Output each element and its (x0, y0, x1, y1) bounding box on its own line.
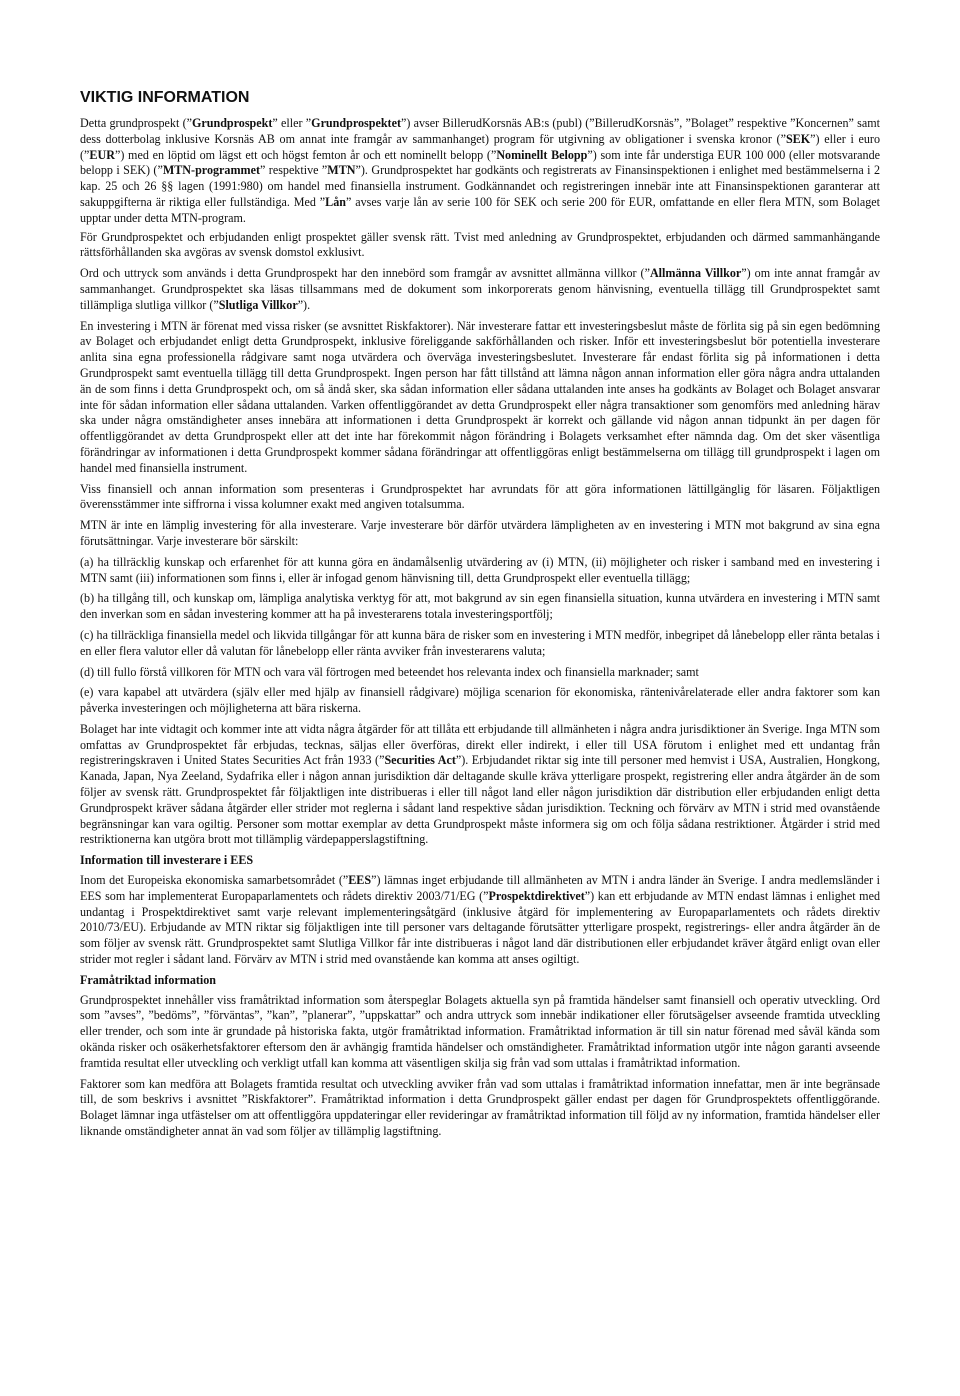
ees-text: Inom det Europeiska ekonomiska samarbetsområdet (” (80, 873, 349, 888)
defined-term: EES (348, 873, 372, 888)
intro-text: ”) som inte får understiga EUR 100 000 (eller motsvarande belopp i SEK) (” (80, 147, 880, 178)
intro-text: ”) eller i euro (” (80, 131, 880, 162)
forward-looking-paragraph: Faktorer som kan medföra att Bolagets framtida resultat och utveckling avviker från vad som uttalas i framåtriktad information innefattar, men är inte begränsade till, de som beskrivs i avsnittet ”Riskfaktorer”. Framåtriktad information i detta Grundprospekt gäller endast per dagen för Grundprospektets offentliggörande. Bolaget lämnar inga utfästelser om att offentliggöra uppdateringar eller revideringar av framåtriktad information till följd av ny information, framtida händelser eller liknande omständigheter annat än vad som följer av tillämplig lagstiftning. (80, 1076, 880, 1139)
intro-text: ”) med en löptid om lägst ett och högst femton år och ett nominellt belopp (” (114, 147, 497, 162)
defined-term: Grundprospektet (311, 116, 401, 130)
list-item: (a) ha tillräcklig kunskap och erfarenhet för att kunna göra en ändamålsenlig utvärdering av (i) MTN, (ii) möjligheter och risker i samband med en investering i MTN samt (iii) informationen som finns i, eller är infogad genom hänvisning till, detta Grundprospekt eller eventuella tillägg; (80, 554, 880, 585)
ees-paragraph (80, 873, 880, 968)
intro-text: ”). Grundprospektet har godkänts och registrerats av Finansinspektionen i enlighet med bestämmelserna i 2 kap. 25 och 26 §§ lagen (1991:980) om handel med finansiella instrument. Godkännandet och registreringen innebär inte att Finansinspektionen garanterar att sakuppgifterna är riktiga eller fullständiga. Med ” (80, 163, 880, 209)
suitability-paragraph: MTN är inte en lämplig investering för alla investerare. Varje investerare bör därför utvärdera lämpligheten av en investering i MTN mot bakgrund av sina egna förutsättningar. Varje investerare bör särskilt: (80, 518, 880, 548)
intro-text: ” eller ” (272, 116, 312, 130)
intro-paragraph (80, 116, 880, 227)
forward-looking-paragraph: Grundprospektet innehåller viss framåtriktad information som återspeglar Bolagets aktuella syn på framtida händelser samt finansiell och operativ utveckling. Ord som ”avses”, ”bedöms”, ”förväntas”, ”kan”, ”planerar”, ”uppskattar” och andra uttryck som innebär indikationer eller förutsägelser avseende framtida utveckling eller trender, och som inte är grundade på historiska fakta, utgör framåtriktad information. Framåtriktad information är till sin natur förenad med såväl kända som okända risker och osäkerhetsfaktorer eftersom den är avhängig framtida händelser och omständigheter. Framåtriktad information utgör inte någon garanti avseende framtida resultat eller utveckling och verkligt utfall kan komma att väsentligen skilja sig från vad som uttalas i framåtriktad information. (80, 992, 880, 1070)
page-title: VIKTIG INFORMATION (80, 89, 250, 106)
terms-text: Ord och uttryck som används i detta Grundprospekt har den innebörd som framgår av avsnittet allmänna villkor (” (80, 266, 650, 281)
terms-paragraph (80, 266, 880, 313)
jurisdiction-text: ”). Erbjudandet riktar sig inte till personer med hemvist i USA, Australien, Hongkong, Kanada, Japan, Nya Zeeland, Sydafrika eller i någon annan jurisdiktion där deltagande skulle kräva ytterligare prospekt, registrering eller andra åtgärder än de som följer av svensk rätt. Grundprospektet får följaktligen inte distribueras i eller till något land eller någon jurisdiktion där distribution eller erbjudanden enligt detta Grundprospekt kräver sådana åtgärder eller strider mot reglerna i sådant land respektive sådan jurisdiktion. Teckning och förvärv av MTN i strid med ovanstående begränsningar kan vara ogiltig. Personer som mottar exemplar av detta Grundprospekt måste informera sig om och följa sådana restriktioner. Åtgärder i strid med restriktionerna kan utgöra brott mot tillämplig värdepapperslagstiftning. (80, 753, 880, 847)
risk-paragraph: En investering i MTN är förenat med vissa risker (se avsnittet Riskfaktorer). När investerare fattar ett investeringsbeslut måste de förlita sig på sin egen bedömning av Bolaget och erbjudandet enligt detta Grundprospekt, inklusive föreliggande sakförhållanden och risker. Inför ett investeringsbeslut bör potentiella investerare anlita sina egna professionella rådgivare samt noga utvärdera och överväga investeringsbeslutet. Investerare får endast förlita sig på informationen i detta Grundprospekt samt eventuella tillägg till detta Grundprospekt. Ingen person har fått tillstånd att lämna någon annan information eller göra några andra uttalanden än de som finns i detta Grundprospekt och, om så ändå sker, ska sådan information eller sådana uttalanden inte anses ha godkänts av Bolaget och Bolaget ansvarar inte för sådan information eller sådana uttalanden. Varken offentliggörandet av detta Grundprospekt eller några transaktioner som genomförs med anledning härav ska under några omständigheter anses innebära att informationen i detta Grundprospekt är korrekt och gällande vid någon annan tidpunkt än per dagen för offentliggörandet av detta Grundprospekt eller att det inte har förekommit någon förändring i Bolagets verksamhet efter nämnda dag. Om det sker väsentliga förändringar av informationen i detta Grundprospekt kommer sådana förändringar att offentliggöras enligt bestämmelserna om tillägg till grundprospekt i lagen om handel med finansiella instrument. (80, 318, 880, 475)
defined-term: MTN-programmet (162, 163, 260, 178)
ees-text: ”) lämnas inget erbjudande till allmänheten av MTN i andra länder än Sverige. I andra medlemsländer i EES som har implementerat Europaparlamentets och rådets direktiv 2003/71/EG (” (80, 873, 880, 903)
intro-text: Detta grundprospekt (” (80, 116, 192, 130)
section-heading-ees: Information till investerare i EES (80, 853, 254, 868)
section-heading-forward-looking: Framåtriktad information (80, 972, 217, 987)
terms-text: ”). (297, 297, 311, 312)
intro-text: ” avses varje lån av serie 100 för SEK och serie 200 för EUR, omfattande en eller flera MTN, som Bolaget upptar under detta MTN-program. (80, 194, 880, 225)
jurisdiction-paragraph (80, 722, 880, 848)
defined-term: Slutliga Villkor (218, 297, 298, 312)
intro-text: ” respektive ” (260, 163, 328, 178)
defined-term: Grundprospekt (191, 116, 273, 130)
list-item: (e) vara kapabel att utvärdera (själv eller med hjälp av finansiell rådgivare) möjliga scenarion för ekonomiska, räntenivårelaterade eller andra faktorer som kan påverka investeringen och möjligheterna att bära riskerna. (80, 685, 880, 716)
list-item: (d) till fullo förstå villkoren för MTN och vara väl förtrogen med beteendet hos relevanta index och finansiella marknader; samt (80, 664, 699, 679)
intro-text: ”) avser BillerudKorsnäs AB:s (publ) (”BillerudKorsnäs”, ”Bolaget” respektive ”Koncernen” samt dess dotterbolag inklusive Korsnäs AB om annat inte framgår av sammanhanget) program för utgivning av obligationer i svenska kronor (” (80, 116, 880, 146)
defined-term: Nominellt Belopp (496, 147, 588, 162)
ees-text: ”) kan ett erbjudande av MTN endast lämnas i enlighet med undantag i Prospektdirektivet samt varje relevant implementeringsåtgärd (inklusive åtgärd för implementering av Europaparlamentets och rådets direktiv 2010/73/EU). Erbjudande av MTN riktar sig följaktligen inte till personer vars deltagande förutsätter ytterligare prospekt, registrerings- eller andra åtgärder än de som följer av svensk rätt. Grundprospektet samt Slutliga Villkor får inte distribueras i något land där distributionen eller erbjudandet kräver åtgärd enligt ovan eller strider mot regler i sådant land. Förvärv av MTN i strid med ovanstående kan komma att anses ogiltigt. (80, 888, 881, 967)
figures-paragraph: Viss finansiell och annan information som presenteras i Grundprospektet har avrundats för att göra informationen lättillgänglig för läsaren. Följaktligen överensstämmer inte siffrorna i vissa kolumner exakt med angiven totalsumma. (80, 481, 880, 512)
list-item: (c) ha tillräckliga finansiella medel och likvida tillgångar för att kunna bära de risker som en investering i MTN medför, inbegripet då lånebelopp eller ränta betalas i en eller flera valutor eller då valutan för lånebelopp eller ränta avviker från investerarens valuta; (80, 627, 880, 658)
governing-law-paragraph: För Grundprospektet och erbjudanden enligt prospektet gäller svensk rätt. Tvist med anledning av Grundprospektet, erbjudanden och därmed sammanhängande rättsförhållanden ska avgöras av svensk domstol exklusivt. (80, 229, 880, 260)
defined-term: Securities Act (384, 753, 456, 768)
terms-text: ”) om inte annat framgår av sammanhanget. Grundprospektet ska läsas tillsammans med de dokument som inkorporerats genom hänvisning, eventuella tillägg till Grundprospektet samt tillämpliga slutliga villkor (” (80, 266, 880, 312)
defined-term: EUR (89, 147, 115, 162)
defined-term: MTN (327, 163, 356, 178)
document-page (80, 88, 880, 1145)
defined-term: Lån (325, 194, 346, 209)
defined-term: Prospektdirektivet (488, 888, 585, 903)
jurisdiction-text: Bolaget har inte vidtagit och kommer inte att vidta några åtgärder för att tillåta ett erbjudande till allmänheten i några andra jurisdiktioner än Sverige. Inga MTN som omfattas av Grundprospektet får erbjudas, tecknas, säljas eller överföras, direkt eller indirekt, i eller till USA förutom i enlighet med ett undantag från registreringskraven i United States Securities Act från 1933 (” (80, 721, 880, 768)
list-item: (b) ha tillgång till, och kunskap om, lämpliga analytiska verktyg för att, mot bakgrund av sin egen finansiella situation, kunna utvärdera en investering i MTN samt den inverkan som en sådan investering kommer att ha på investerarens totala investeringsportfölj; (80, 591, 880, 622)
defined-term: Allmänna Villkor (649, 266, 742, 281)
defined-term: SEK (785, 131, 811, 146)
